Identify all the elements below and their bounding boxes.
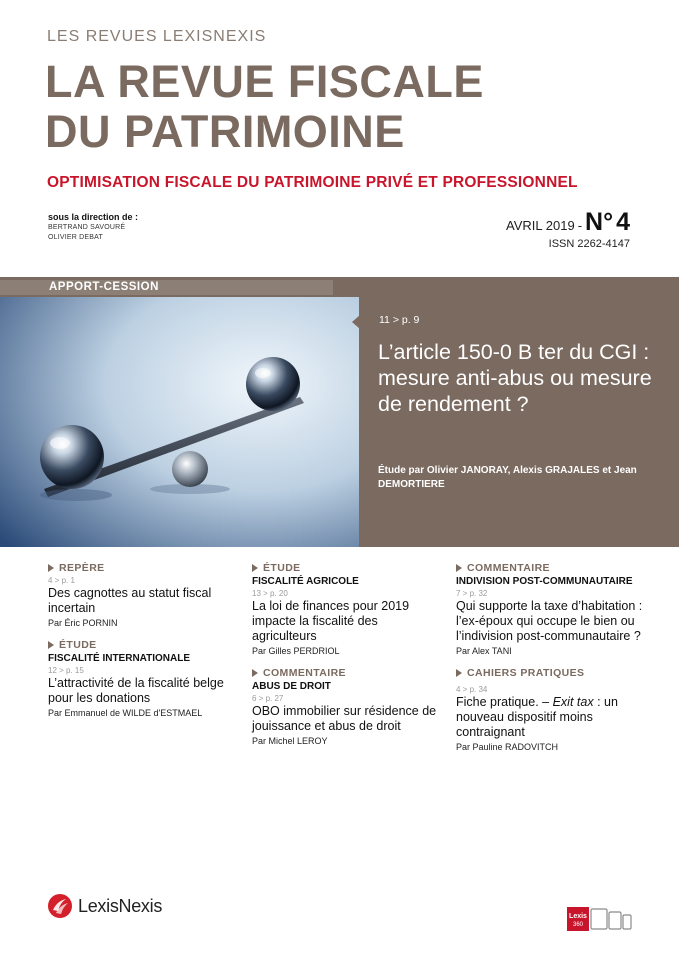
article-ref: 12 > p. 15 — [48, 666, 84, 675]
direction-label: sous la direction de : — [48, 212, 139, 222]
triangle-bullet-icon — [456, 564, 462, 572]
article-item[interactable] — [252, 562, 442, 656]
article-rubric: INDIVISION POST-COMMUNAUTAIRE — [456, 576, 633, 587]
journal-title — [45, 57, 484, 157]
article-ref: 6 > p. 27 — [252, 694, 284, 703]
feature-ref: 11 > p. 9 — [379, 314, 420, 326]
section-label: CAHIERS PRATIQUES — [467, 667, 585, 679]
section-heading — [252, 667, 442, 679]
article-item[interactable] — [48, 562, 238, 628]
lexisnexis-logo-icon — [47, 893, 73, 919]
article-column-3 — [456, 562, 646, 763]
article-author: Par Éric PORNIN — [48, 618, 118, 628]
article-ref: 7 > p. 32 — [456, 589, 488, 598]
triangle-bullet-icon — [48, 564, 54, 572]
series-name: LES REVUES LEXISNEXIS — [47, 28, 267, 45]
director-name: OLIVIER DEBAT — [48, 234, 103, 241]
article-author: Par Pauline RADOVITCH — [456, 742, 559, 752]
journal-subtitle: OPTIMISATION FISCALE DU PATRIMOINE PRIVÉ ET PROFESSIONNEL — [47, 174, 578, 191]
article-author: Par Gilles PERDRIOL — [252, 646, 340, 656]
issn: ISSN 2262-4147 — [548, 238, 630, 250]
section-label: ÉTUDE — [59, 639, 97, 651]
feature-byline: Étude par Olivier JANORAY, Alexis GRAJALES et Jean DEMORTIERE — [378, 465, 637, 490]
article-author: Par Michel LEROY — [252, 736, 328, 746]
article-title: Qui supporte la taxe d’habitation : l’ex-époux qui occupe le bien ou l’indivision post-communautaire ? — [456, 599, 643, 643]
issue-number-label: N° — [585, 208, 614, 236]
journal-title-line2: DU PATRIMOINE — [45, 106, 405, 157]
article-title-rest: : un nouveau dispositif moins contraignant — [456, 695, 618, 739]
article-title-prefix: Fiche pratique. – — [456, 695, 553, 709]
section-heading — [252, 562, 442, 574]
feature-notch — [352, 315, 360, 329]
section-label: COMMENTAIRE — [263, 667, 346, 679]
triangle-bullet-icon — [48, 641, 54, 649]
issue-info — [506, 208, 630, 237]
article-title: L’attractivité de la fiscalité belge pour les donations — [48, 676, 224, 705]
article-rubric: FISCALITÉ AGRICOLE — [252, 576, 359, 587]
section-label: COMMENTAIRE — [467, 562, 550, 574]
badge-label: Lexis — [569, 913, 587, 920]
lexis360-badge[interactable] — [567, 905, 633, 938]
publisher-brand: LexisNexis — [78, 895, 163, 916]
feature-article[interactable] — [359, 297, 679, 547]
article-title — [456, 695, 646, 740]
article-author: Par Emmanuel de WILDE d'ESTMAEL — [48, 708, 203, 718]
cover-illustration — [0, 297, 359, 547]
section-heading — [48, 562, 238, 574]
feature-tag — [0, 280, 333, 295]
article-item[interactable] — [48, 639, 238, 718]
issue-date: AVRIL 2019 — [506, 218, 575, 233]
section-heading — [48, 639, 238, 651]
article-item[interactable] — [252, 667, 442, 746]
section-heading — [456, 562, 646, 574]
article-title: Des cagnottes au statut fiscal incertain — [48, 586, 212, 615]
feature-tag-label: APPORT-CESSION — [49, 281, 159, 293]
section-label: ÉTUDE — [263, 562, 301, 574]
article-ref: 13 > p. 20 — [252, 589, 288, 598]
article-title: La loi de finances pour 2019 impacte la fiscalité des agriculteurs — [252, 599, 410, 643]
section-label: REPÈRE — [59, 562, 105, 574]
issue-separator: - — [577, 218, 583, 233]
triangle-bullet-icon — [456, 669, 462, 677]
article-ref: 4 > p. 34 — [456, 685, 488, 694]
article-ref: 4 > p. 1 — [48, 576, 75, 585]
article-column-1 — [48, 562, 238, 729]
article-item[interactable] — [456, 562, 646, 656]
triangle-bullet-icon — [252, 669, 258, 677]
article-item[interactable] — [456, 667, 646, 752]
article-rubric: FISCALITÉ INTERNATIONALE — [48, 653, 191, 664]
feature-headline: L’article 150-0 B ter du CGI : mesure anti-abus ou mesure de rendement ? — [378, 340, 652, 416]
issue-number: 4 — [616, 208, 630, 236]
article-title: OBO immobilier sur résidence de jouissance et abus de droit — [252, 704, 437, 733]
article-rubric: ABUS DE DROIT — [252, 681, 331, 692]
article-title-italic: Exit tax — [552, 695, 594, 709]
director-name: BERTRAND SAVOURÉ — [48, 224, 126, 231]
journal-title-line1: LA REVUE FISCALE — [45, 56, 484, 107]
publisher-logo[interactable] — [47, 893, 162, 919]
article-column-2 — [252, 562, 442, 757]
article-author: Par Alex TANI — [456, 646, 512, 656]
section-heading — [456, 667, 646, 679]
triangle-bullet-icon — [252, 564, 258, 572]
badge-sub: 360 — [572, 922, 584, 928]
